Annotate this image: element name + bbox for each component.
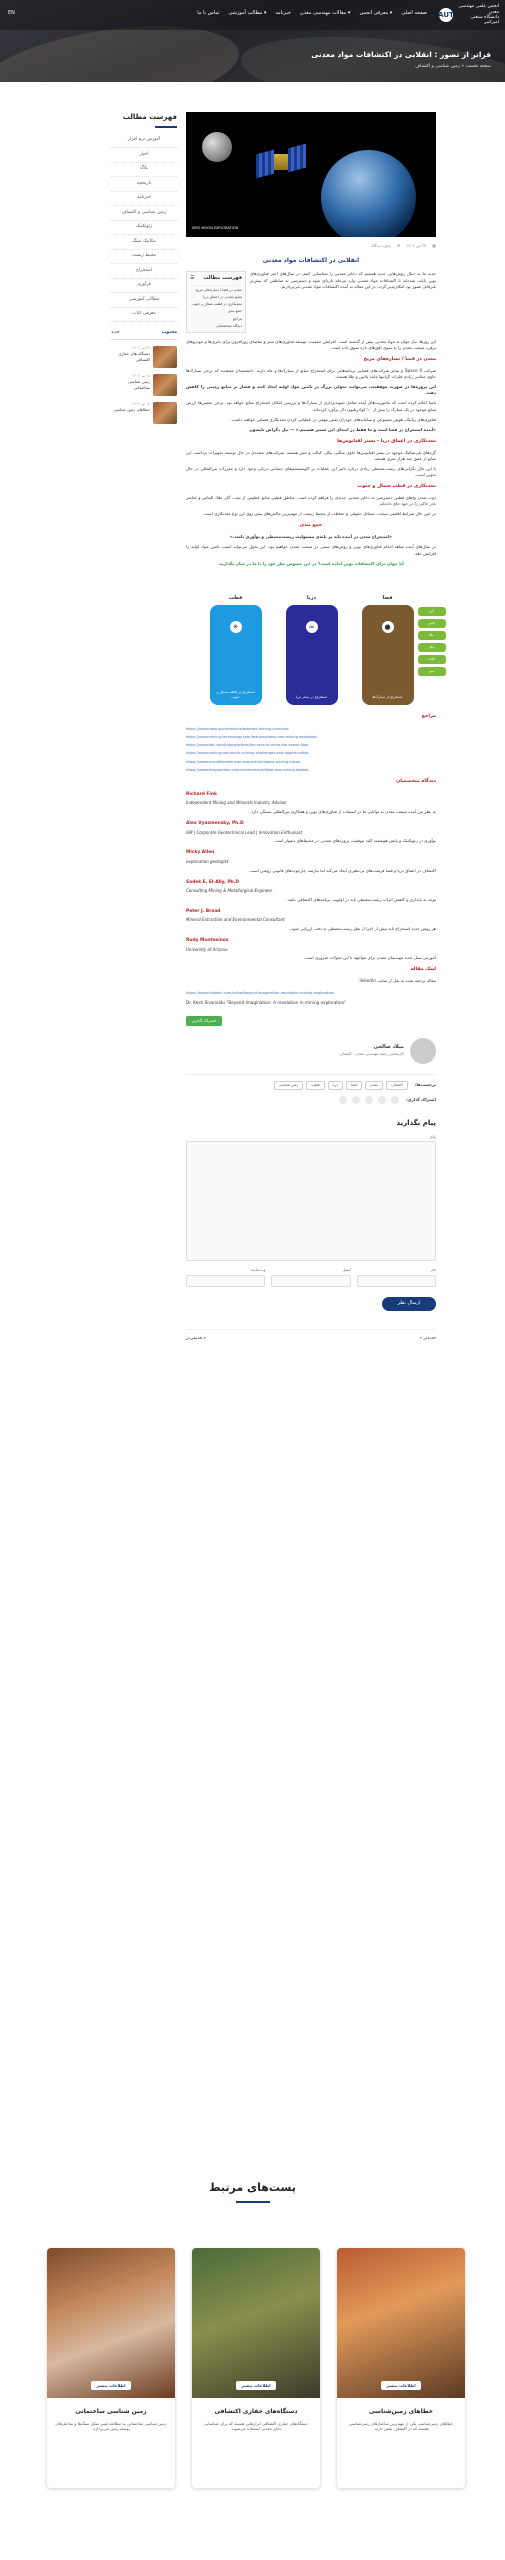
toc-item[interactable]: مراجع: [232, 316, 242, 321]
tag-link[interactable]: زمین شناسی: [274, 1081, 304, 1090]
infographic-column-pole: [210, 594, 262, 705]
tag-link[interactable]: معدن: [365, 1081, 383, 1090]
logo-line: دانشگاه صنعتی امیرکبیر: [470, 15, 499, 26]
call-to-action: آیا جهان برای اکتشافات نوین آماده است؟ در این خصوص نظر خود را با ما در میان بگذارید.: [218, 560, 404, 566]
related-post-image[interactable]: [47, 2248, 175, 2398]
category-link[interactable]: بلاگ: [111, 163, 177, 178]
category-link[interactable]: استخراج: [111, 264, 177, 279]
expert-role: exploration geologist: [186, 858, 229, 864]
related-post-title[interactable]: زمین شناسی ساختمانی: [75, 2408, 147, 2415]
expert-name: Micky Allen: [186, 850, 215, 856]
category-link[interactable]: زمین شناسی و اکتشاف: [111, 206, 177, 221]
source-text: مقاله ترجمه شده به نقل از سایت linkedin:: [358, 978, 436, 984]
badge-wrap: [337, 2383, 465, 2390]
nav-item-newsletter[interactable]: خبرنامه: [275, 10, 292, 16]
previous-post-link[interactable]: جدیدتر »: [419, 1335, 436, 1341]
paragraph: این روزها، نیاز جهان به مواد معدنی بیش از گذشته است. افزایش جمعیت، توسعه فناوری‌های سبز و تقاضای روزافزون برای باتری‌ها و خودروهای برقی، صنعت معدن را به سوی افق‌های تازه سوق داده است.: [186, 338, 436, 351]
sidebar-post-text: [111, 374, 150, 396]
share-label: اشتراک گذاری:: [406, 1096, 436, 1102]
reference-list: [186, 727, 436, 773]
author-box: [186, 1038, 436, 1075]
expert-opinion: هر روش جدید استخراج باید پیش از اجرا از نظر زیست‌محیطی به دقت ارزیابی شود.: [289, 926, 436, 932]
logo-mark: AUT: [439, 8, 453, 22]
intro-paragraph: جدید ما به دنبال روش‌هایی جدید هستیم که ذخایر معدنی را شناسایی کنیم. در سال‌های اخیر فناوری‌های نوین باعث شده‌اند تا اکتشافات مواد معدنی وارد مرحله تازه‌ای شود و دسترسی به مناطقی که پیش‌تر غیرقابل تصور بود امکان‌پذیر گردد. در این مقاله به آینده اکتشافات مواد معدنی می‌پردازیم.: [250, 271, 436, 289]
sidebar-post-thumbnail[interactable]: [153, 402, 177, 424]
category-link[interactable]: محیط زیست: [111, 250, 177, 265]
sidebar-title: فهرست مطالب: [122, 113, 177, 121]
share-box: [186, 1016, 436, 1026]
related-post-excerpt: زمین شناسی ساختمانی به مطالعه تغییر شکل سنگ‌ها و ساختارهای پوسته زمین می‌پردازد.: [55, 2420, 167, 2432]
category-link[interactable]: مکانیک سنگ: [111, 235, 177, 250]
hero-banner: [0, 0, 505, 82]
nav-item-contact[interactable]: تماس با ما: [197, 10, 220, 16]
facebook-icon[interactable]: [391, 1096, 399, 1104]
paragraph: این پروژه‌ها در صورت موفقیت، می‌توانند تحولی بزرگ در تامین مواد اولیه ایجاد کنند و فشار بر منابع زمینی را کاهش دهند.: [186, 384, 436, 396]
sidebar-post-date: ۱۲ تیر ۱۴۰۲: [132, 401, 150, 406]
category-link[interactable]: ژئوتکنیک: [111, 221, 177, 236]
nav-item-education[interactable]: ▾ مطالب آموزشی: [229, 10, 267, 17]
satellite-icon: [256, 142, 306, 182]
telegram-icon[interactable]: [352, 1096, 360, 1104]
column-caption: استخراج در قطب شمال و جنوب: [216, 689, 255, 699]
comment-count[interactable]: بدون دیدگاه: [371, 243, 391, 248]
tag-link[interactable]: دریا: [328, 1081, 343, 1090]
article: [186, 112, 436, 1342]
table-of-contents: [186, 271, 246, 332]
toc-item[interactable]: معدن در فضا / سیاره‌های مریخ: [195, 287, 242, 292]
paragraph: با این حال نگرانی‌های زیست‌محیطی زیادی درباره تاثیر این عملیات بر اکوسیستم‌های حساس دریایی وجود دارد و مقررات بین‌المللی در حال تدوین است.: [186, 465, 436, 478]
post-pagination: [186, 1329, 436, 1343]
section-heading: جمع بندی: [299, 523, 323, 529]
social-share: [186, 1096, 436, 1104]
image-credit: ISRO MOON EXPLORATION: [192, 225, 239, 230]
earth-illustration: [321, 150, 416, 237]
mineral-tag: مس: [418, 667, 446, 676]
sidebar-post[interactable]: [111, 374, 177, 396]
moon-illustration: [202, 132, 232, 162]
name-label: نام: [431, 1267, 436, 1273]
paragraph: شرکت Space X و سایر شرکت‌های فضایی برنامه‌هایی برای استخراج منابع از سیارک‌ها و ماه دارند. دانشمندان معتقدند که برخی سیارک‌ها حاوی مقادیر زیادی فلزات گرانبها مانند پلاتین و طلا هستند.: [186, 368, 436, 380]
reference-link[interactable]: https://www.theguardian.com/environment/deep-sea-mining-debate: [186, 767, 309, 772]
badge-wrap: [192, 2383, 320, 2390]
toc-toggle-icon[interactable]: ☰: [190, 275, 195, 282]
featured-image: [186, 112, 436, 237]
category-link[interactable]: آموزش نرم افزار: [111, 134, 177, 149]
more-info-button[interactable]: اطلاعات بیشتر: [381, 2381, 420, 2390]
infographic-column-sea: [286, 594, 338, 705]
infographic: [209, 583, 436, 708]
title-underline: [236, 2201, 270, 2203]
related-post-image[interactable]: [192, 2248, 320, 2398]
opinions-heading: دیدگاه متخصصان: [396, 778, 436, 784]
author-name[interactable]: میلاد صالحی: [373, 1044, 404, 1051]
related-post-card[interactable]: [47, 2248, 175, 2488]
category-link[interactable]: خبرنامه: [111, 192, 177, 207]
expert-opinion: به نظر من آینده صنعت معدن به توانایی ما در استفاده از فناوری‌های نوین و همکاری بین‌المللی بستگی دارد.: [250, 809, 436, 815]
column-title: فضا: [382, 594, 393, 601]
toc-item[interactable]: منابع معدنی در اعماق دریا: [203, 294, 242, 299]
expert-role: Mineral Extraction and Environmental Consultant: [186, 917, 285, 923]
website-label: وب‌سایت: [250, 1267, 266, 1273]
linkedin-icon[interactable]: [365, 1096, 373, 1104]
mineral-tag: نیکل: [418, 643, 446, 652]
post-date: ۲۳ تیر ۱۴۰۲: [406, 243, 427, 248]
expert-role: Independent Mining and Minerals Industry Advisor: [186, 800, 287, 806]
title-underline: [155, 126, 177, 128]
paragraph: گره‌های پلی‌متالیک موجود در بستر اقیانوس‌ها حاوی منگنز، نیکل، کبالت و مس هستند. شرکت‌های متعددی در حال توسعه تجهیزات برداشت این منابع از عمق چند هزار متری هستند.: [186, 449, 436, 461]
paragraph: در عین حال شرایط اقلیمی سخت، مسائل حقوقی و حفاظت از محیط زیست از مهم‌ترین چالش‌های پیش روی این نوع معدنکاری است.: [202, 511, 436, 517]
post-meta: [186, 243, 436, 249]
expert-name: Sadek E. El-Ally, Ph.D: [186, 879, 239, 885]
expert-role: GM | Corporate Geotechnical Lead | Innovation Enthusiast: [186, 829, 303, 835]
sidebar-post[interactable]: [111, 346, 177, 368]
nav-item-home[interactable]: صفحه اصلی: [401, 10, 427, 16]
logo-text: [456, 4, 499, 26]
toc-item[interactable]: معدنکاری در قطب شمال و جنوب: [191, 302, 242, 307]
expert-opinion: نوآوری در ژئوتکنیک و پایش هوشمند کلید موفقیت پروژه‌های معدنی در محیط‌های دشوار است.: [273, 838, 436, 844]
paragraph: ذوب شدن یخ‌های قطبی دسترسی به ذخایر معدنی جدیدی را فراهم کرده است. مناطق قطبی منابع عظیمی از نفت، گاز، طلا، الماس و عناصر نادر خاکی را در خود جای داده‌اند.: [186, 495, 436, 507]
column-caption: استخراج در بستر دریا: [295, 694, 328, 699]
reference-link[interactable]: https://www.mining.com/arctic-mining-challenges-and-opportunities: [186, 751, 309, 756]
sidebar-post-date: ۱۸ تیر ۱۴۰۲: [132, 373, 150, 378]
source-heading: لینک مقاله: [410, 967, 436, 973]
sidebar-post-text: [111, 346, 150, 368]
references-heading: مراجع: [421, 713, 436, 719]
name-input[interactable]: [357, 1275, 436, 1287]
toc-item[interactable]: دیدگاه متخصصان: [216, 323, 242, 328]
top-navigation-bar: [0, 0, 505, 30]
category-link[interactable]: اخبار: [111, 148, 177, 163]
expert-opinion: آموزش نسل جدید مهندسان معدن برای مواجهه با این تحولات ضروری است.: [303, 955, 436, 961]
sidebar-tabs: [111, 330, 177, 340]
related-title: پست‌های مرتبط: [209, 2181, 296, 2194]
reference-link[interactable]: https://www.bbc.com/future/article/the-race-to-mine-the-ocean-floor: [186, 743, 309, 748]
source-link[interactable]: https://www.linkedin.com/pulse/beyond-imagination-revolution-mining-exploration: [186, 990, 335, 995]
nav-item-articles[interactable]: ▾ مقالات مهندسی معدن: [300, 10, 350, 17]
sidebar-post-text: [111, 402, 150, 424]
tag-link[interactable]: قطب: [306, 1081, 324, 1090]
sidebar-post-date: ۲۳ تیر ۱۴۰۲: [132, 345, 150, 350]
mineral-tag: کبالت: [418, 655, 446, 664]
sidebar: [111, 112, 177, 424]
paragraph: در سال‌های آینده شاهد ادغام فناوری‌های نوین و روش‌های سنتی در صنعت معدن خواهیم بود. این تحول می‌تواند امنیت تامین مواد اولیه را افزایش دهد.: [186, 544, 436, 556]
category-list: [111, 134, 177, 323]
expert-opinion: توجه به پایداری و کاهش اثرات زیست‌محیطی باید در اولویت برنامه‌های اکتشافی باشد.: [286, 896, 436, 902]
email-input[interactable]: [271, 1275, 350, 1287]
breadcrumb[interactable]: صفحه نخست » زمین شناسی و اکتشاف: [415, 64, 491, 69]
main-nav: [197, 10, 427, 17]
toc-title: فهرست مطالب: [203, 275, 242, 282]
post-title: انقلابی در اکتشافات مواد معدنی: [262, 256, 360, 264]
mineral-tag: آهن: [418, 607, 446, 616]
reference-link[interactable]: https://www.mining-technology.com/features/deep-sea-mining-explained: [186, 734, 317, 739]
related-post-excerpt: دستگاه‌های حفاری اکتشافی ابزارهایی هستند که برای شناسایی ذخایر معدنی استفاده می‌شوند.: [203, 2420, 309, 2432]
avatar: [410, 1038, 436, 1064]
submit-comment-button[interactable]: ارسال نظر: [382, 1297, 436, 1311]
website-input[interactable]: [186, 1275, 265, 1287]
sidebar-post-title[interactable]: دستگاه های حفاری اکتشافی: [118, 351, 150, 362]
section-heading: معدنکاری در اعماق دریا - بستر اقیانوس‌ها: [336, 438, 436, 444]
snowflake-icon: ✳: [230, 621, 242, 633]
section-heading: معدن در فضا / سیاره‌های مریخ: [363, 357, 436, 363]
share-button[interactable]: اشتراک گذاری: [186, 1016, 222, 1026]
expert-role: University of Arizona: [186, 946, 228, 952]
wave-icon: ≈: [306, 621, 318, 633]
sidebar-post-thumbnail[interactable]: [153, 346, 177, 368]
twitter-icon[interactable]: [378, 1096, 386, 1104]
quote-paragraph: «آینده استخراج در فضا است و ما فقط در ابتدای این مسیر هستیم.» — نیل دگراس تایسون: [249, 426, 436, 432]
form-title: پیام بگذارید: [396, 1118, 436, 1127]
related-post-card[interactable]: [192, 2248, 320, 2488]
paragraph: فناوری‌های رباتیک، هوش مصنوعی و سامانه‌های خودران نقش مهمی در عملیاتی کردن معدنکاری فضایی خواهند داشت.: [230, 416, 436, 422]
category-link[interactable]: مطالب آموزشی: [111, 293, 177, 308]
reference-link[interactable]: https://www.scientificamerican.com/article/space-mining-future: [186, 759, 301, 764]
whatsapp-icon[interactable]: [339, 1096, 347, 1104]
section-heading: معدنکاری در قطب شمال و جنوب: [357, 484, 436, 490]
language-switch[interactable]: EN: [8, 10, 15, 16]
opinion-list: [186, 792, 436, 962]
calendar-icon: ▦: [432, 243, 436, 248]
related-post-title[interactable]: خطاهای زمین‌شناسی: [368, 2408, 433, 2415]
tab-recent[interactable]: جدید: [111, 330, 120, 336]
sidebar-post-title[interactable]: خطاهای زمین شناسی: [113, 407, 150, 413]
category-link[interactable]: معرفی کتاب: [111, 308, 177, 323]
related-post-title[interactable]: دستگاه‌های حفاری اکتشافی: [214, 2408, 298, 2415]
message-label: پیام: [430, 1133, 436, 1139]
expert-role: Consulting Mining & Metallurgical Engineer: [186, 888, 273, 894]
tab-popular[interactable]: محبوب: [161, 330, 177, 336]
more-info-button[interactable]: اطلاعات بیشتر: [236, 2381, 275, 2390]
toc-list: [190, 288, 242, 329]
comment-form: [186, 1118, 436, 1311]
sidebar-post-list: [111, 346, 177, 424]
expert-opinion: اکتشاف در اعماق دریا و فضا فرصت‌های بی‌نظیری ایجاد می‌کند اما نیازمند چارچوب‌های قانونی روشن است.: [248, 867, 436, 873]
badge-wrap: [47, 2383, 175, 2390]
mineral-tag: پلاتین: [418, 619, 446, 628]
related-post-image[interactable]: [337, 2248, 465, 2398]
sidebar-post[interactable]: [111, 402, 177, 424]
message-textarea[interactable]: [186, 1141, 436, 1261]
tags-label: برچسب‌ها:: [414, 1082, 436, 1088]
sidebar-post-thumbnail[interactable]: [153, 374, 177, 396]
column-caption: استخراج از سیارک‌ها: [372, 694, 403, 699]
nav-item-about[interactable]: ▾ معرفی انجمن: [359, 10, 392, 17]
comment-icon: ✉: [396, 243, 401, 248]
related-post-card[interactable]: [337, 2248, 465, 2488]
paragraph: ناسا اعلام کرده است که ماموریت‌های آینده شامل نمونه‌برداری از سیارک‌ها و بررسی امکان استخراج منابع خواهد بود. برخی تخمین‌ها ارزش منابع موجود در یک سیارک را بیش از ۱۰ کوادریلیون دلار برآورد کرده‌اند.: [186, 400, 436, 412]
expert-name: Alex Vyazmensky, Ph.D: [186, 821, 244, 827]
more-info-button[interactable]: اطلاعات بیشتر: [91, 2381, 130, 2390]
email-label: ایمیل: [342, 1267, 351, 1273]
mineral-tag: طلا: [418, 631, 446, 640]
column-title: قطب: [228, 594, 243, 601]
next-post-link[interactable]: « قدیمی‌تر: [186, 1335, 207, 1341]
author-description: کارشناس رشته مهندسی معدن - اکتشاف: [339, 1051, 404, 1057]
tag-list: [186, 1081, 436, 1090]
category-link[interactable]: فرآوری: [111, 279, 177, 294]
conclusion-quote: «استخراج معدن در آینده باید بر پایه‌ی مسئولیت زیست‌محیطی و نوآوری باشد.»: [230, 534, 392, 540]
expert-name: Richard Fink: [186, 791, 217, 797]
tag-link[interactable]: اکتشاف: [386, 1081, 408, 1090]
sidebar-post-title[interactable]: زمین شناسی ساختمانی: [127, 379, 150, 390]
toc-item[interactable]: جمع بندی: [227, 309, 242, 314]
expert-name: Rudy Montesinos: [186, 938, 229, 944]
column-title: دریا: [306, 594, 317, 601]
source-note: Dr. Kesh Sivanaidu "Beyond Imagination: A revolution in mining exploration": [186, 999, 347, 1005]
reference-link[interactable]: https://www.nasa.gov/missions/asteroid-mining-overview: [186, 726, 289, 731]
site-logo[interactable]: [439, 4, 499, 26]
related-post-excerpt: خطاهای زمین‌شناسی یکی از مهم‌ترین ساختارهای زمین‌شناسی هستند که در اکتشاف نقش دارند.: [348, 2420, 454, 2432]
logo-line: انجمن علمی مهندسی معدن: [458, 4, 499, 15]
tag-link[interactable]: فضا: [346, 1081, 362, 1090]
related-posts: [0, 2180, 505, 2432]
page-title: فراتر از تصور : انقلابی در اکتشافات مواد معدنی: [311, 50, 491, 59]
planet-icon: ●: [382, 621, 394, 633]
category-link[interactable]: تاریخچه: [111, 177, 177, 192]
expert-name: Peter J. Broad: [186, 908, 221, 914]
infographic-column-space: [362, 594, 414, 705]
